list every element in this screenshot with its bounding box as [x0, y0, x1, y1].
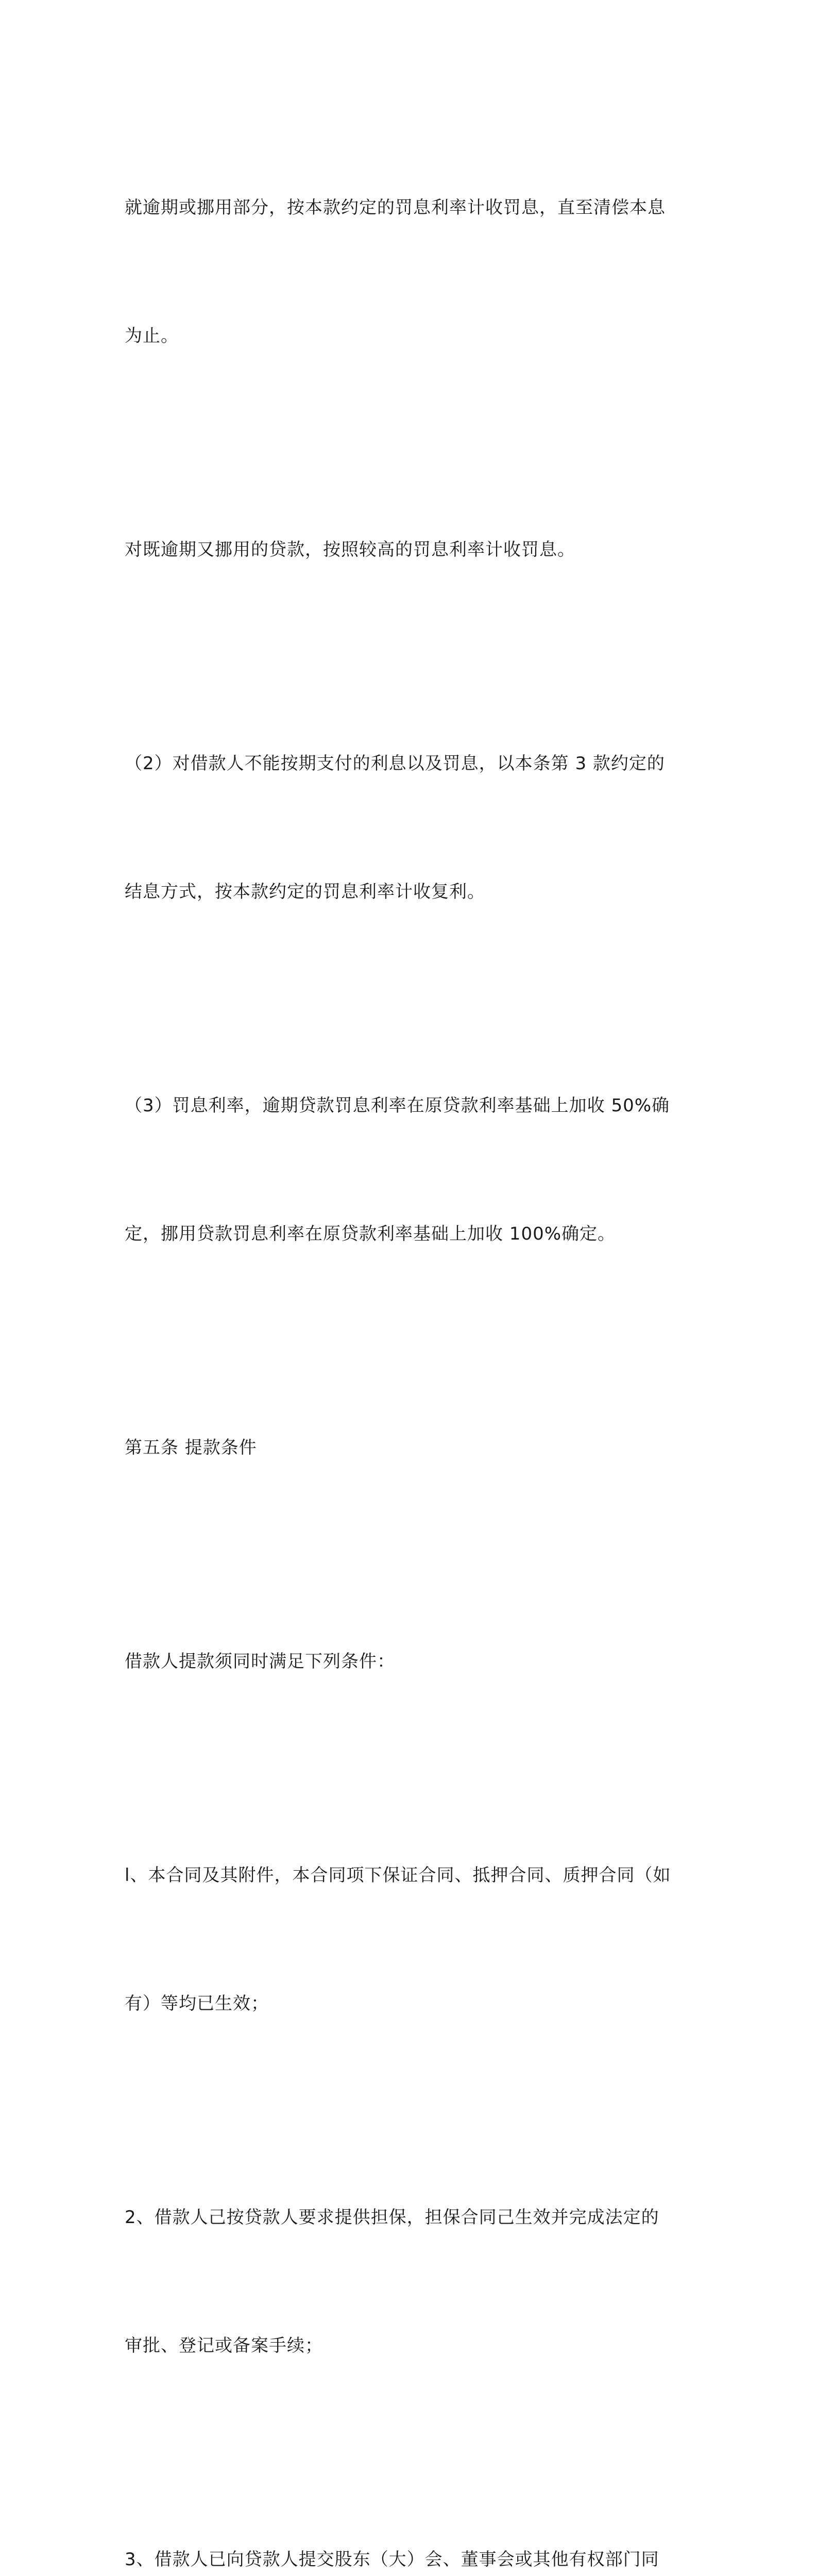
text-line: 定，挪用贷款罚息利率在原贷款利率基础上加收 100%确定。 [125, 1224, 616, 1244]
text-line: l、本合同及其附件，本合同项下保证合同、抵押合同、质押合同（如 [125, 1865, 671, 1886]
paragraph-higher-rate [125, 443, 696, 657]
list-item-condition-2 [125, 2111, 696, 2453]
text-line: 审批、登记或备案手续； [125, 2335, 323, 2356]
text-line: 3、借款人已向贷款人提交股东（大）会、董事会或其他有权部门同 [125, 2549, 659, 2570]
text-line: 就逾期或挪用部分，按本款约定的罚息利率计收罚息，直至清偿本息 [125, 197, 666, 218]
document-body [125, 101, 696, 2576]
article-5-heading [125, 1341, 696, 1555]
text-line: 结息方式，按本款约定的罚息利率计收复利。 [125, 882, 485, 902]
paragraph-compound-interest [125, 657, 696, 999]
list-item-condition-3 [125, 2453, 696, 2576]
paragraph-overdue-misuse-penalty [125, 101, 696, 443]
text-line: （2）对借款人不能按期支付的利息以及罚息，以本条第 3 款约定的 [125, 753, 665, 774]
list-item-condition-1 [125, 1769, 696, 2111]
text-line: 借款人提款须同时满足下列条件： [125, 1651, 395, 1672]
text-line: 为止。 [125, 326, 179, 346]
paragraph-withdrawal-conditions-intro [125, 1555, 696, 1769]
paragraph-penalty-rate [125, 999, 696, 1341]
text-line: 有）等均已生效； [125, 1993, 269, 2014]
text-line: （3）罚息利率，逾期贷款罚息利率在原贷款利率基础上加收 50%确 [125, 1095, 670, 1116]
text-line: 对既逾期又挪用的贷款，按照较高的罚息利率计收罚息。 [125, 539, 575, 560]
text-line: 2、借款人己按贷款人要求提供担保，担保合同己生效并完成法定的 [125, 2207, 659, 2228]
section-heading: 第五条 提款条件 [125, 1437, 257, 1458]
